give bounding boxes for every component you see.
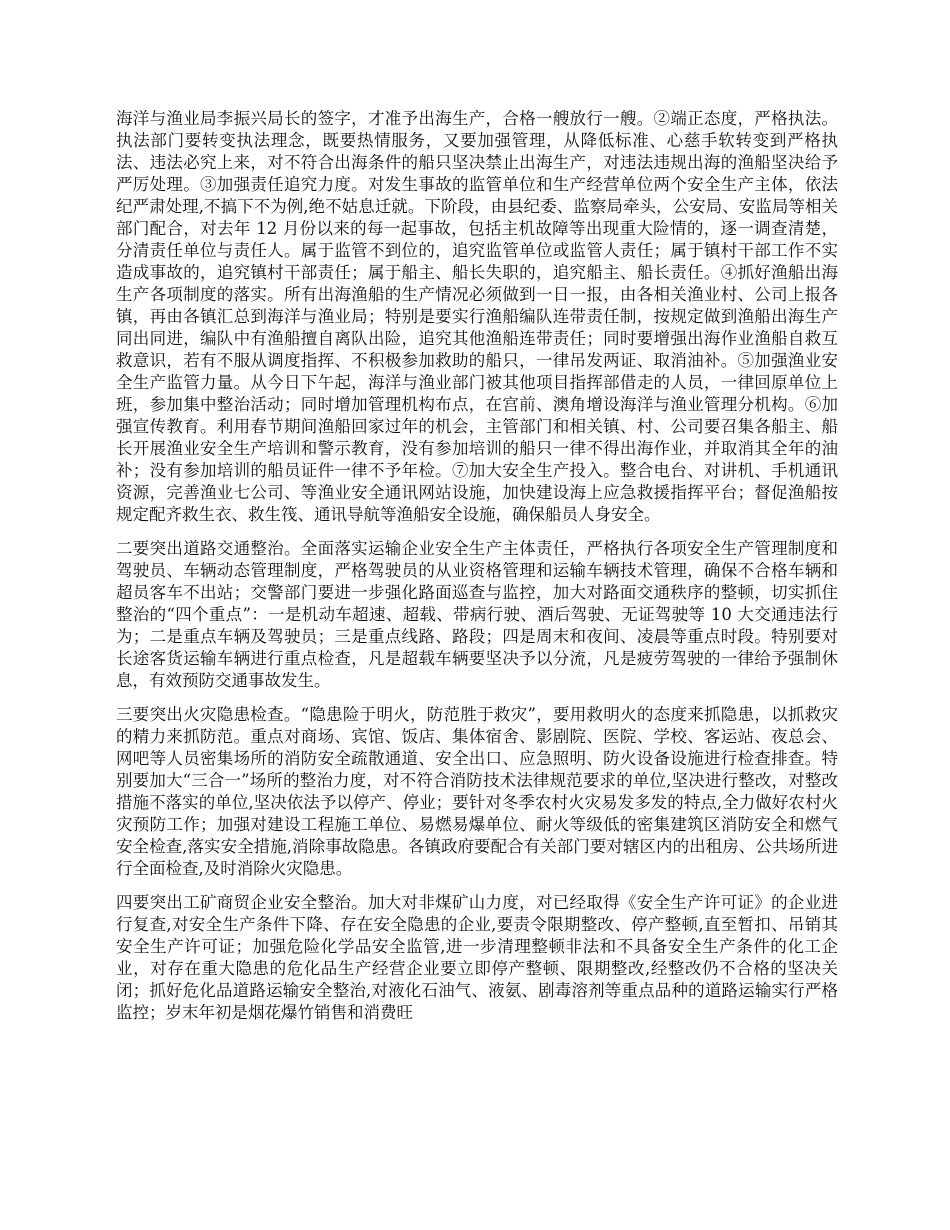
document-page bbox=[116, 108, 838, 1036]
paragraph-road-traffic: 二要突出道路交通整治。全面落实运输企业安全生产主体责任，严格执行各项安全生产管理制度和驾驶员、车辆动态管理制度，严格驾驶员的从业资格管理和运输车辆技术管理，确保不合格车辆和超员客车不出站；交警部门要进一步强化路面巡查与监控，加大对路面交通秩序的整顿，切实抓住整治的“四个重点”：一是机动车超速、超载、带病行驶、酒后驾驶、无证驾驶等 10 大交通违法行为；二是重点车辆及驾驶员；三是重点线路、路段；四是周末和夜间、凌晨等重点时段。特别要对长途客货运输车辆进行重点检查，凡是超载车辆要坚决予以分流，凡是疲劳驾驶的一律给予强制休息，有效预防交通事故发生。 bbox=[116, 539, 838, 690]
paragraph-fishery-safety: 海洋与渔业局李振兴局长的签字，才准予出海生产，合格一艘放行一艘。②端正态度，严格执法。执法部门要转变执法理念，既要热情服务，又要加强管理，从降低标准、心慈手软转变到严格执法、违法必究上来，对不符合出海条件的船只坚决禁止出海生产，对违法违规出海的渔船坚决给予严厉处理。③加强责任追究力度。对发生事故的监管单位和生产经营单位两个安全生产主体，依法纪严肃处理,不搞下不为例,绝不姑息迁就。下阶段，由县纪委、监察局牵头，公安局、安监局等相关部门配合，对去年 12 月份以来的每一起事故，包括主机故障等出现重大险情的，逐一调查清楚，分清责任单位与责任人。属于监管不到位的，追究监管单位或监管人责任；属于镇村干部工作不实造成事故的，追究镇村干部责任；属于船主、船长失职的，追究船主、船长责任。④抓好渔船出海生产各项制度的落实。所有出海渔船的生产情况必须做到一日一报，由各相关渔业村、公司上报各镇，再由各镇汇总到海洋与渔业局；特别是要实行渔船编队连带责任制，按规定做到渔船出海生产同出同进，编队中有渔船擅自离队出险，追究其他渔船连带责任；同时要增强出海作业渔船自救互救意识，若有不服从调度指挥、不积极参加救助的船只，一律吊发两证、取消油补。⑤加强渔业安全生产监管力量。从今日下午起，海洋与渔业部门被其他项目指挥部借走的人员，一律回原单位上班，参加集中整治活动；同时增加管理机构布点，在宫前、澳角增设海洋与渔业管理分机构。⑥加强宣传教育。利用春节期间渔船回家过年的机会，主管部门和相关镇、村、公司要召集各船主、船长开展渔业安全生产培训和警示教育，没有参加培训的船只一律不得出海作业，并取消其全年的油补；没有参加培训的船员证件一律不予年检。⑦加大安全生产投入。整合电台、对讲机、手机通讯资源，完善渔业七公司、等渔业安全通讯网站设施，加快建设海上应急救援指挥平台；督促渔船按规定配齐救生衣、救生筏、通讯导航等渔船安全设施，确保船员人身安全。 bbox=[116, 109, 838, 524]
paragraph-industrial-safety: 四要突出工矿商贸企业安全整治。加大对非煤矿山力度，对已经取得《安全生产许可证》的企业进行复查,对安全生产条件下降、存在安全隐患的企业,要责令限期整改、停产整顿,直至暂扣、吊销其安全生产许可证；加强危险化学品安全监管,进一步清理整顿非法和不具备安全生产条件的化工企业，对存在重大隐患的危化品生产经营企业要立即停产整顿、限期整改,经整改仍不合格的坚决关闭；抓好危化品道路运输安全整治,对液化石油气、液氨、剧毒溶剂等重点品种的道路运输实行严格监控；岁末年初是烟花爆竹销售和消费旺 bbox=[116, 893, 838, 1022]
paragraph-fire-hazard: 三要突出火灾隐患检查。“隐患险于明火，防范胜于救灾”，要用救明火的态度来抓隐患，以抓救灾的精力来抓防范。重点对商场、宾馆、饭店、集体宿舍、影剧院、医院、学校、客运站、夜总会、网吧等人员密集场所的消防安全疏散通道、安全出口、应急照明、防火设备设施进行检查排查。特别要加大“三合一”场所的整治力度，对不符合消防技术法律规范要求的单位,坚决进行整改，对整改措施不落实的单位,坚决依法予以停产、停业；要针对冬季农村火灾易发多发的特点,全力做好农村火灾预防工作；加强对建设工程施工单位、易燃易爆单位、耐火等级低的密集建筑区消防安全和燃气安全检查,落实安全措施,消除事故隐患。各镇政府要配合有关部门要对辖区内的出租房、公共场所进行全面检查,及时消除火灾隐患。 bbox=[116, 705, 838, 878]
